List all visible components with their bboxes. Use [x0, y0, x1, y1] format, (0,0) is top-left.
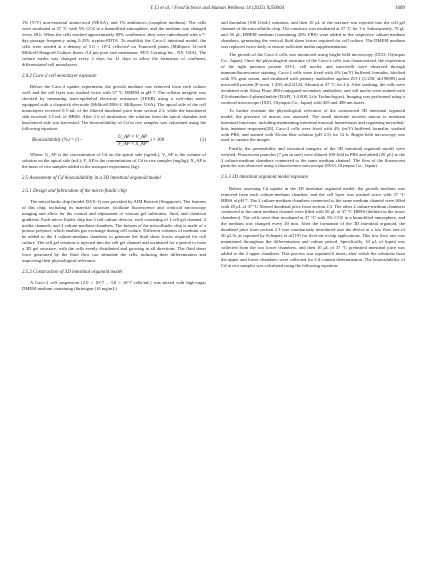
equation-rhs: ) × 100	[150, 138, 165, 144]
paragraph: The microfluidic chip (model DAX-1) was provided by AIM Biotech (Singapore). The features of this chip, including its material structure, facilitate fluorescence and confocal microscopy imaging and allow for the control and adjustment of various gel substrates, fluid, and chemical gradients. Each micro-fluidic chip has 3 cell culture devices, each consisting of 1 cell gel channel, 2 media channels, and 4 culture-medium chambers. The bottom of the microfluidic chip is made of a porous polymer, which enables gas exchange during cell culture. Different volumes of medium can be added to the 4 culture-medium chambers to generate the fluid shear forces required for cell culture. The cell gel solution is injected into the cell gel channel and incubated for a period to form a 3D gel structure, with the cells evenly distributed and growing in all directions. The fluid shear force generated by the fluid flow can stimulate the cells, inducing their differentiation and improving their physiological relevance.	[22, 198, 206, 264]
equation-lhs: Bioavailability (%) = (1−	[32, 138, 83, 144]
equation-1	[22, 134, 206, 148]
section-heading-2-5-2: 2.5.2 Construction of 3D intestinal organoid model	[22, 270, 123, 276]
paragraph: A Caco-2 cell suspension (2.0 × 10^7 – 3.0 × 10^7 cells/mL) was mixed with high-sugar DMEM medium containing fibrinogen (10 mg/mL)	[22, 280, 206, 292]
page-number: 1689	[395, 6, 405, 11]
paragraph: Before assessing Cd uptake in the 3D intestinal organoid model, the growth medium was removed from each culture-medium chamber, and the cell layer was washed twice with 37 °C HBSS at pH 7. The 2 culture-medium chambers connected to the same medium channel were filled with 20 μL of 37 °C filtered duodenal juice from section 2.3. The other 2 culture-medium chambers connected to the same medium channel were filled with 50 μL of 37 °C HBSS (defined as the lower chambers). The cells were then incubated at 37 °C with 5% CO2 in a humidified atmosphere, and the medium was changed every 20 min. After the formation of the 3D intestinal organoid, the duodenal juice from section 2.3 was continuously introduced into the device at a low flow rate of 30 μL/h, as reported by Schepers et al.[19] for liver-on-a-chip applications. This low flow rate was maintained throughout the differentiation and culture period. Specifically, 10 μL of liquid was collected from the two lower chambers, and then 10 μL of 37 °C preheated intestinal juice was added to the 2 upper chambers. This process was repeated 6 times, after which the solutions from the upper and lower chambers were collected for Cd content determination. The bioavailability of Cd in rice samples was calculated using the following equation:	[221, 185, 405, 269]
paragraph: The growth of the Caco-2 cells was monitored using bright-field microscopy (IX53, Olympus Co., Japan). Once the physiological structure of the Caco-2 cells was characterized, the expression of the tight junction protein ZO-1, cell nuclei, and microvilli were observed through immunofluorescence staining. Caco-2 cells were fixed with 4% (m/V) buffered formalin, blocked with 5% goat serum, and incubated with primary antibodies against ZO-1 (1:250; ab190085) and microvilli protein (F-actin, 1:250, ab212124, Abcam) at 37 °C for 2 h. After washing, the cells were incubated with Alexa Fluor 488-conjugated secondary antibodies, and cell nuclei were stained with 4',6-diamidino-2-phenylindole (DAPI, 1:4 000, Life Technologies). Imaging was performed using a confocal microscope (IX81, Olympus Co., Japan) with 405 and 488 nm lasers.	[221, 51, 405, 105]
left-column	[22, 20, 206, 295]
paragraph: 1% (V/V) non-essential amino-acid (NEAA), and 1% antibiotics (complete medium). The cells were incubated at 37 °C with 5% CO2 in a humidified atmosphere, and the medium was changed every 48 h. When the cells reached approximately 80% confluence, they were subcultured with a 7-day passage frequency using 0.25% trypsin-EDTA. To establish the Caco-2 intestinal model, the cells were seeded at a density of 5.0 × 10^4 cells/cm² on Transwell plates (Millipore 12-well Millicell Hangcell Culture Insert, 0.4 μm pore size membrane, PET; Corning Inc., NY, USA). The culture media was changed every 2 days for 21 days to allow the formation of confluent, differentiated cell monolayers.	[22, 20, 206, 67]
journal-citation: Y. Li et al. / Food Science and Human Wellness 14 (2025) 9250064	[150, 6, 285, 11]
paragraph: and thrombin (100 U/mL) solutions, and then 10 μL of the mixture was injected into the cell gel channel of the microfluidic chip. The construct was incubated at 37 °C for 1 h. Subsequently, 70 μL and 50 μL DMEM medium (containing 20% FBS) were added to the respective culture-medium chambers, generating the vertical fluid shear forces required for cell culture. The DMEM medium was replaced twice daily to ensure sufficient media supplementation.	[221, 20, 405, 49]
right-column	[221, 20, 405, 271]
paragraph: To further evaluate the physiological relevance of the constructed 3D intestinal organoid model, the presence of mucus was assessed. The small intestine secretes mucus to maintain intestinal functions, including maintaining intestinal mucosal homeostasis and regulating microbial-host immune responses[20]. Caco-2 cells were fixed with 4% (m/V) buffered formalin, washed with PBS, and stained with Alcian blue solution (pH 2.5) for 12 h. Bright-field microscopy was used to capture the images.	[221, 107, 405, 143]
section-heading-2-5: 2.5 Assessment of Cd bioavailability in a 3D intestinal organoid model	[22, 176, 161, 182]
running-header	[22, 6, 405, 16]
equation-number: (1)	[200, 138, 206, 144]
paragraph: Finally, the permeability and structural integrity of the 3D intestinal organoid model were verified. Fluorescent particles (7 μm in size) were diluted 100-fold in PBS and added (20 μL) to the 2 culture-medium chambers connected to the same medium channel. The flow of the fluorescent particles was observed using a fluorescence microscope (IX53, Olympus Co., Japan).	[221, 145, 405, 169]
paragraph: Where: U_AP is the concentration of Cd on the apical side (ng/mL), V_AP is the volume of solution on the apical side (mL); F_AP is the concentration of Cd in rice samples (mg/kg); X_AP is the mass of rice samples added in the transport experiment (kg).	[22, 152, 206, 170]
equation-numerator: U_AP × V_AP	[118, 135, 148, 141]
section-heading-2-5-3: 2.5.3 3D intestinal organoid model exposure	[221, 175, 309, 181]
equation-fraction	[116, 135, 149, 148]
section-heading-2-5-1: 2.5.1 Design and fabrication of the micro-fluidic chip	[22, 188, 127, 194]
section-heading-2-4-2: 2.4.2 Caco-2 cell monolayer exposure	[22, 73, 97, 79]
paragraph: Before the Caco-2 uptake experiment, the growth medium was removed from each culture well, and the cell layer was washed twice with 37 °C DMEM at pH 7. The cellular integrity was checked by measuring trans-epithelial electrical resistance (TEER) using a volt-ohm meter equipped with a chopstick electrode (Millicell ERS-2, Millipore, USA). The apical side of the cell monolayers received 0.5 mL of the filtered duodenal juice from section 2.3, while the basolateral side received 1.5 mL of HBSS. After 2 h of incubation, the solution from the apical chamber and basolateral side was harvested. The bioavailability of Cd in rice samples was calculated using the following equation:	[22, 83, 206, 131]
equation-denominator: F_AP × X_AP	[118, 142, 147, 148]
